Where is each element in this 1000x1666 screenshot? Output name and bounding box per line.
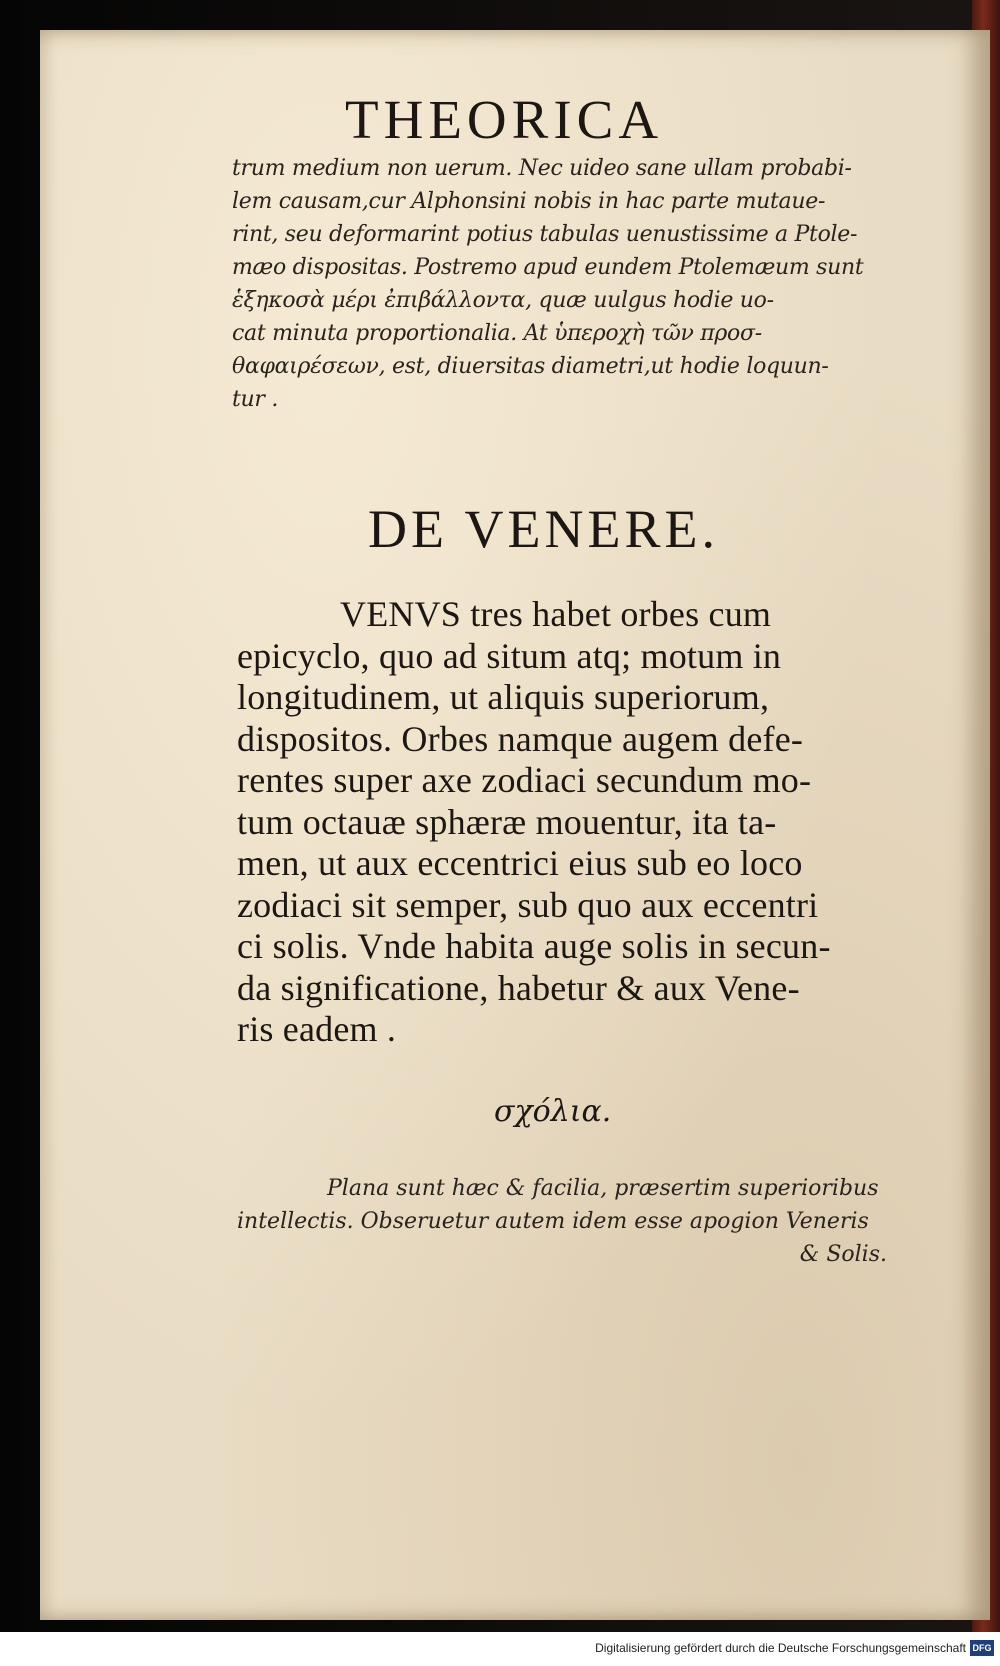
running-head: THEORICA bbox=[345, 89, 664, 150]
footer-credit: Digitalisierung gefördert durch die Deutsche Forschungsgemeinschaft bbox=[595, 1641, 966, 1655]
text-line: cat minuta proportionalia. At ὑπεροχὴ τῶν προσ- bbox=[232, 321, 762, 346]
text-line: mæo dispositas. Postremo apud eundem Ptolemæum sunt bbox=[232, 255, 864, 280]
body-paragraph bbox=[237, 594, 887, 1051]
scholia-heading: σχόλια. bbox=[494, 1094, 612, 1129]
text-line: ci solis. Vnde habita auge solis in secun- bbox=[237, 926, 831, 966]
text-line: zodiaci sit semper, sub quo aux eccentri bbox=[237, 884, 819, 925]
footer-bar bbox=[0, 1632, 1000, 1666]
text-line: & Solis. bbox=[799, 1242, 887, 1267]
text-line: trum medium non uerum. Nec uideo sane ullam probabi- bbox=[232, 156, 852, 181]
text-line: tur . bbox=[232, 387, 279, 412]
text-line: rint, seu deformarint potius tabulas uenustissime a Ptole- bbox=[232, 222, 858, 247]
text-line: ἑξηκοσὰ μέρι ἐπιβάλλοντα, quæ uulgus hodie uo- bbox=[232, 288, 774, 313]
text-line: epicyclo, quo ad situm atq; motum in bbox=[237, 635, 782, 676]
scholia-paragraph bbox=[237, 1172, 887, 1271]
text-line: intellectis. Obseruetur autem idem esse apogion Veneris bbox=[237, 1209, 869, 1234]
text-line: da significatione, habetur & aux Vene- bbox=[237, 967, 800, 1008]
text-line: dispositos. Orbes namque augem defe- bbox=[237, 718, 804, 759]
text-line: men, ut aux eccentrici eius sub eo loco bbox=[237, 843, 803, 883]
text-line: θαφαιρέσεων, est, diuersitas diametri,ut hodie loquun- bbox=[232, 354, 829, 379]
text-line: rentes super axe zodiaci secundum mo- bbox=[237, 760, 812, 800]
dfg-logo: DFG bbox=[970, 1640, 994, 1656]
text-line: lem causam,cur Alphonsini nobis in hac parte mutaue- bbox=[232, 189, 826, 214]
text-line: tum octauæ sphæræ mouentur, ita ta- bbox=[237, 801, 777, 842]
text-line: VENVS tres habet orbes cum bbox=[340, 594, 772, 634]
text-line: longitudinem, ut aliquis superiorum, bbox=[237, 677, 770, 717]
text-line: ris eadem . bbox=[237, 1009, 397, 1049]
chapter-title: DE VENERE. bbox=[368, 499, 719, 559]
text-line: Plana sunt hæc & facilia, præsertim superioribus bbox=[327, 1176, 879, 1201]
intro-paragraph bbox=[232, 152, 892, 416]
